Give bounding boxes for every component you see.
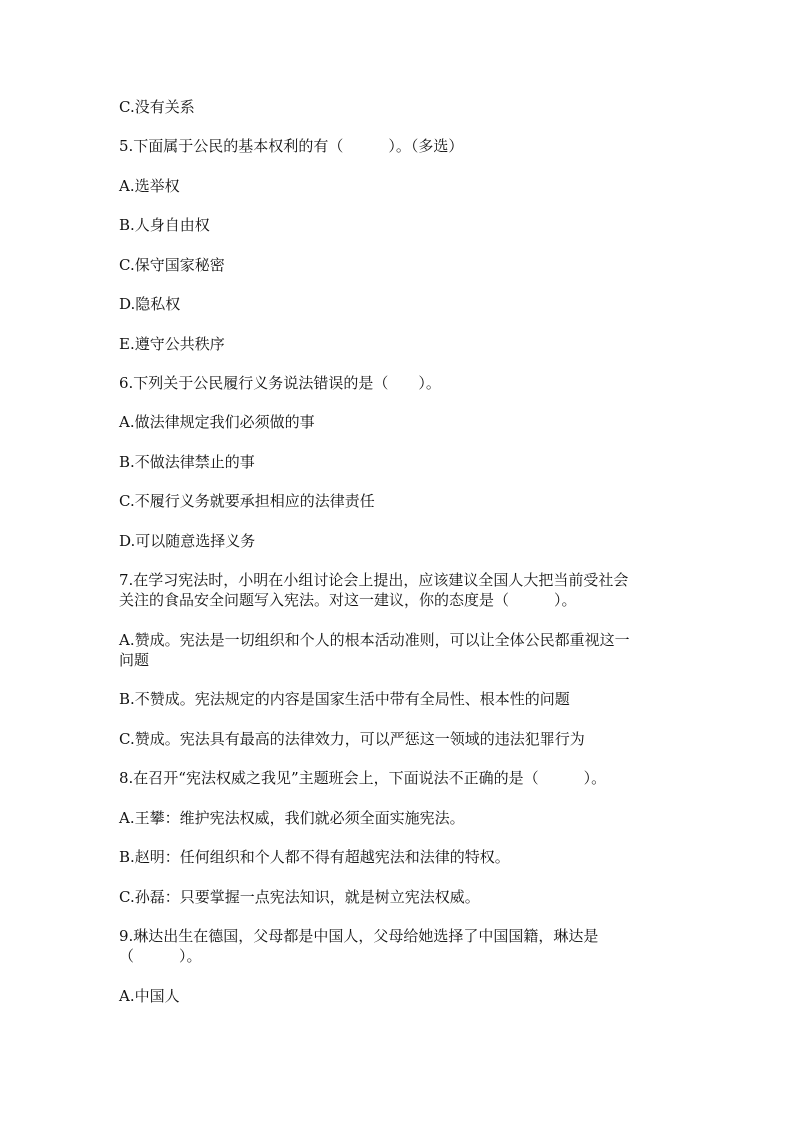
option-6d: D.可以随意选择义务 — [119, 532, 256, 550]
option-8c: C.孙磊：只要掌握一点宪法知识，就是树立宪法权威。 — [119, 888, 480, 906]
option-6b: B.不做法律禁止的事 — [119, 453, 255, 471]
option-6a: A.做法律规定我们必须做的事 — [119, 413, 315, 431]
document-page — [119, 0, 679, 1123]
option-9a: A.中国人 — [119, 987, 180, 1005]
question-7-line-1: 7.在学习宪法时，小明在小组讨论会上提出，应该建议全国人大把当前受社会 — [119, 571, 629, 589]
option-7c: C.赞成。宪法具有最高的法律效力，可以严惩这一领域的违法犯罪行为 — [119, 730, 585, 748]
option-5d: D.隐私权 — [119, 295, 181, 313]
option-8b: B.赵明：任何组织和个人都不得有超越宪法和法律的特权。 — [119, 848, 510, 866]
option-6c: C.不履行义务就要承担相应的法律责任 — [119, 492, 375, 510]
option-8a: A.王攀：维护宪法权威，我们就必须全面实施宪法。 — [119, 809, 465, 827]
option-7a-line-1: A.赞成。宪法是一切组织和个人的根本活动准则，可以让全体公民都重视这一 — [119, 631, 630, 649]
option-7a-line-2: 问题 — [119, 651, 150, 669]
question-9-line-1: 9.琳达出生在德国，父母都是中国人，父母给她选择了中国国籍，琳达是 — [119, 927, 599, 945]
question-9-line-2: （ ）。 — [119, 947, 202, 965]
option-5b: B.人身自由权 — [119, 216, 210, 234]
question-7-line-2: 关注的食品安全问题写入宪法。对这一建议，你的态度是（ ）。 — [119, 591, 577, 609]
option-7b: B.不赞成。宪法规定的内容是国家生活中带有全局性、根本性的问题 — [119, 690, 570, 708]
option-4c: C.没有关系 — [119, 98, 195, 116]
option-5c: C.保守国家秘密 — [119, 256, 225, 274]
question-8: 8.在召开“宪法权威之我见”主题班会上，下面说法不正确的是（ ）。 — [119, 769, 607, 787]
option-5e: E.遵守公共秩序 — [119, 335, 225, 353]
option-5a: A.选举权 — [119, 177, 180, 195]
question-6: 6.下列关于公民履行义务说法错误的是（ ）。 — [119, 374, 441, 392]
question-5: 5.下面属于公民的基本权利的有（ ）。（多选） — [119, 137, 464, 155]
